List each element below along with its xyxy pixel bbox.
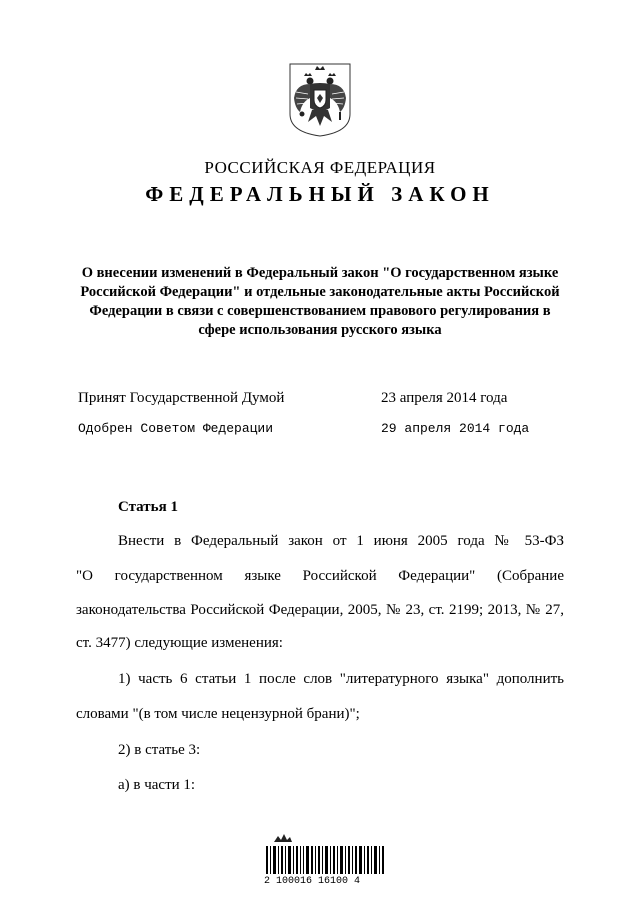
article-text-line: 2) в статье 3:	[118, 742, 201, 758]
barcode-icon	[266, 846, 386, 874]
country-name: РОССИЙСКАЯ ФЕДЕРАЦИЯ	[204, 158, 436, 177]
law-title: О внесении изменений в Федеральный закон "О государственном языке Российской Федерации" и отдельные законодательные акты Российской Федерации в связи с совершенствованием правового регулирования в сфере использования русского языка	[80, 265, 560, 338]
adoption-label: Одобрен Советом Федерации	[78, 421, 274, 436]
coat-of-arms-emblem-icon	[286, 62, 354, 138]
document-type: ФЕДЕРАЛЬНЫЙ ЗАКОН	[145, 182, 495, 206]
article-heading: Статья 1	[118, 499, 178, 515]
article-text-line: 1) часть 6 статьи 1 после слов "литературного языка" дополнить	[118, 671, 564, 687]
adoption-date: 29 апреля 2014 года	[381, 421, 530, 436]
registry-mark-icon	[272, 832, 294, 844]
article-text-line: Внести в Федеральный закон от 1 июня 2005 года № 53-ФЗ	[118, 533, 564, 549]
article-text-line: словами "(в том числе нецензурной брани)";	[76, 706, 360, 722]
article-text-line: а) в части 1:	[118, 777, 196, 793]
adoption-label: Принят Государственной Думой	[78, 390, 285, 406]
adoption-date: 23 апреля 2014 года	[381, 390, 508, 406]
article-text-line: "О государственном языке Российской Федерации" (Собрание	[76, 568, 564, 584]
article-text-line: ст. 3477) следующие изменения:	[76, 635, 283, 651]
barcode-block	[258, 832, 418, 892]
barcode-number: 2 100016 16100 4	[264, 876, 361, 887]
article-text-line: законодательства Российской Федерации, 2005, № 23, ст. 2199; 2013, № 27,	[76, 602, 564, 618]
